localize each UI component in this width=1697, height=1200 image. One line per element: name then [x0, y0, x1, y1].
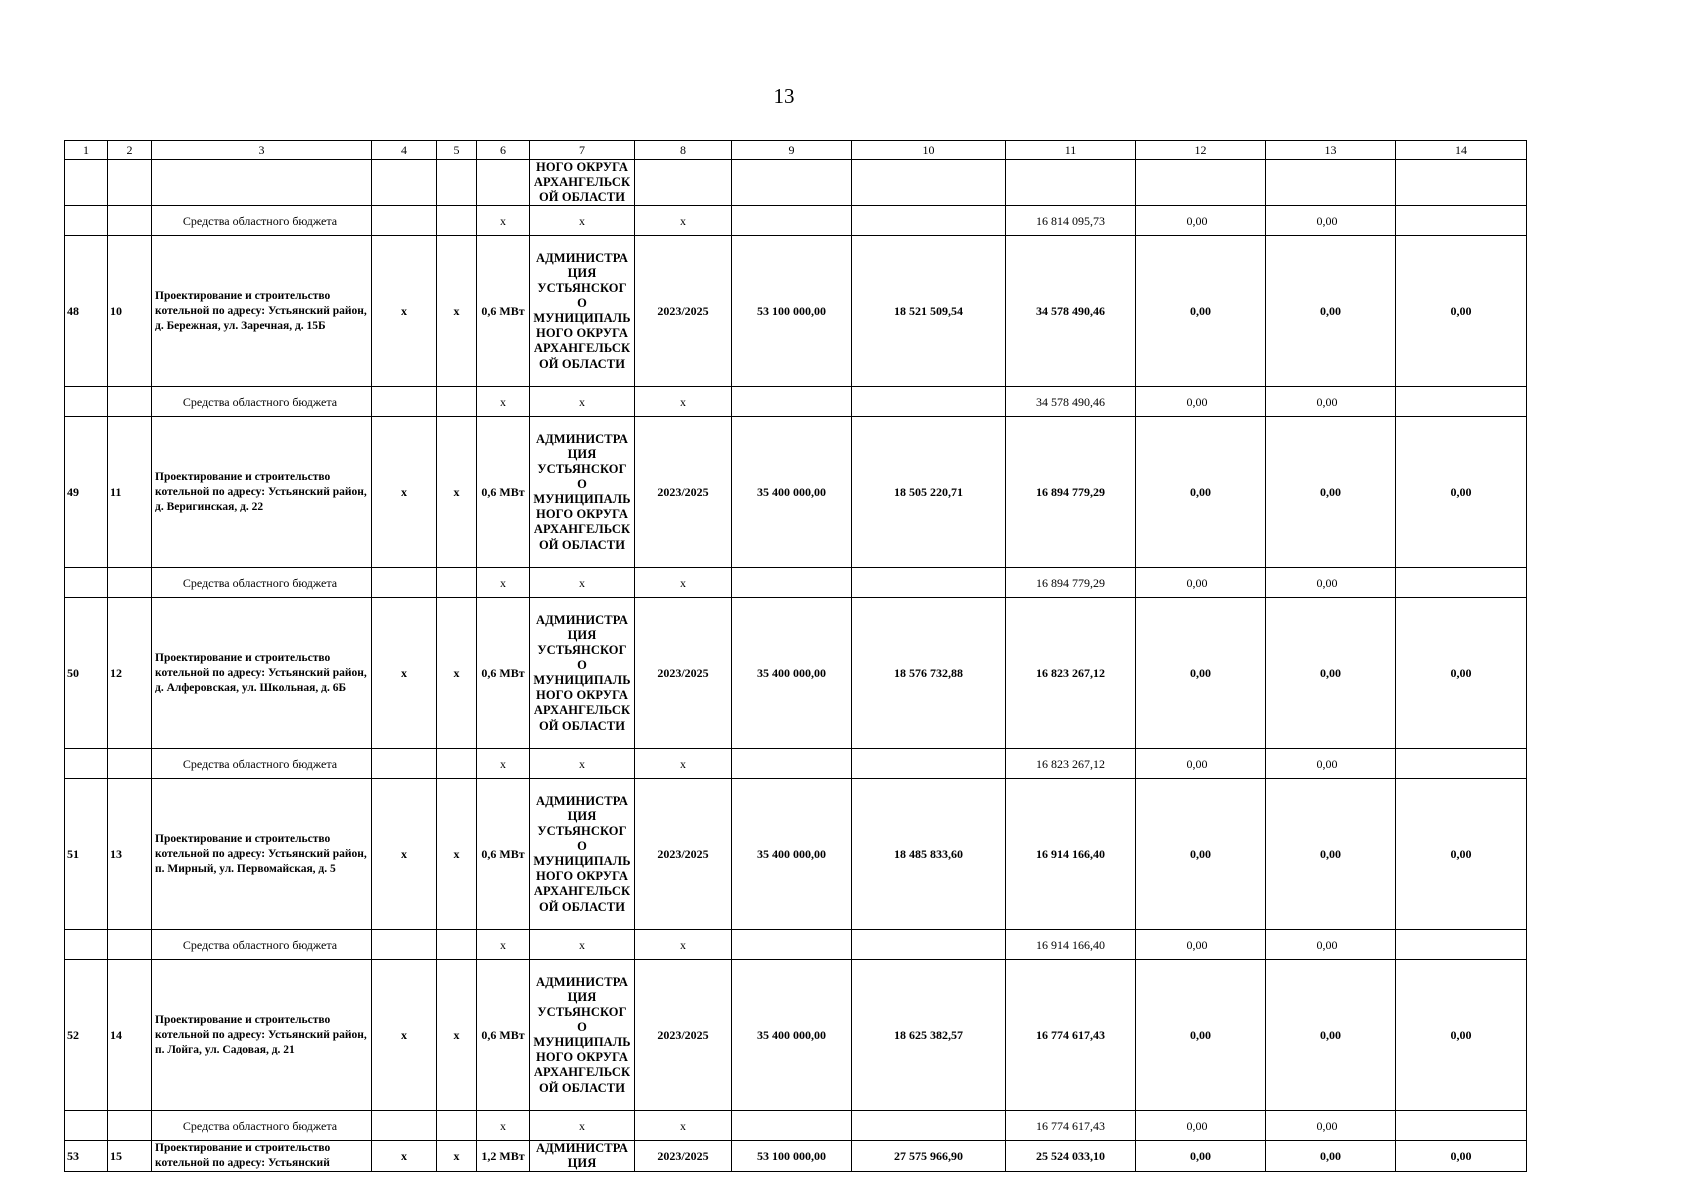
amount-cell: 18 576 732,88 [852, 598, 1006, 749]
funding-source-row [65, 930, 1527, 960]
project-description: Проектирование и строительство котельной по адресу: Устьянский район, д. Алферовская, ул. Школьная, д. 6Б [152, 598, 372, 749]
amount-cell: 18 521 509,54 [852, 236, 1006, 387]
amount-cell: 27 575 966,90 [852, 1141, 1006, 1172]
x-mark: х [372, 779, 437, 930]
amount-cell: 16 823 267,12 [1006, 749, 1136, 779]
x-mark: х [437, 960, 477, 1111]
x-mark: х [477, 1111, 530, 1141]
column-number: 1 [65, 141, 108, 160]
x-mark: х [477, 206, 530, 236]
x-mark: х [437, 779, 477, 930]
x-mark: х [477, 387, 530, 417]
funding-source-row [65, 387, 1527, 417]
funding-source-row [65, 568, 1527, 598]
amount-cell: 53 100 000,00 [732, 1141, 852, 1172]
row-number: 50 [65, 598, 108, 749]
amount-cell: 16 823 267,12 [1006, 598, 1136, 749]
column-number: 9 [732, 141, 852, 160]
x-mark: х [477, 930, 530, 960]
amount-cell: 0,00 [1136, 930, 1266, 960]
funding-source-row [65, 749, 1527, 779]
item-number: 13 [108, 779, 152, 930]
amount-cell: 0,00 [1266, 1141, 1396, 1172]
row-number: 52 [65, 960, 108, 1111]
amount-cell: 0,00 [1396, 598, 1527, 749]
amount-cell: 34 578 490,46 [1006, 236, 1136, 387]
amount-cell: 16 894 779,29 [1006, 417, 1136, 568]
funding-source-label: Средства областного бюджета [152, 930, 372, 960]
column-number: 10 [852, 141, 1006, 160]
x-mark: х [372, 236, 437, 387]
row-number: 49 [65, 417, 108, 568]
x-mark: х [437, 1141, 477, 1172]
period: 2023/2025 [635, 960, 732, 1111]
amount-cell: 0,00 [1136, 236, 1266, 387]
amount-cell: 16 894 779,29 [1006, 568, 1136, 598]
x-mark: х [437, 236, 477, 387]
column-number: 2 [108, 141, 152, 160]
column-number: 13 [1266, 141, 1396, 160]
amount-cell: 0,00 [1266, 568, 1396, 598]
column-number: 7 [530, 141, 635, 160]
x-mark: х [530, 568, 635, 598]
period: 2023/2025 [635, 779, 732, 930]
item-number: 10 [108, 236, 152, 387]
capacity: 0,6 МВт [477, 779, 530, 930]
x-mark: х [372, 598, 437, 749]
amount-cell: 0,00 [1396, 236, 1527, 387]
responsible-org: НОГО ОКРУГА АРХАНГЕЛЬСК ОЙ ОБЛАСТИ [530, 160, 635, 206]
amount-cell: 0,00 [1266, 749, 1396, 779]
period: 2023/2025 [635, 236, 732, 387]
row-number: 48 [65, 236, 108, 387]
funding-source-label: Средства областного бюджета [152, 568, 372, 598]
funding-source-label: Средства областного бюджета [152, 749, 372, 779]
column-number: 8 [635, 141, 732, 160]
column-number: 5 [437, 141, 477, 160]
amount-cell: 16 774 617,43 [1006, 960, 1136, 1111]
responsible-org: АДМИНИСТРА ЦИЯ УСТЬЯНСКОГ О МУНИЦИПАЛЬ НОГО ОКРУГА АРХАНГЕЛЬСК ОЙ ОБЛАСТИ [530, 598, 635, 749]
column-number: 3 [152, 141, 372, 160]
amount-cell: 0,00 [1396, 417, 1527, 568]
x-mark: х [635, 749, 732, 779]
amount-cell: 25 524 033,10 [1006, 1141, 1136, 1172]
amount-cell: 0,00 [1136, 1111, 1266, 1141]
amount-cell: 0,00 [1136, 598, 1266, 749]
project-row [65, 236, 1527, 387]
amount-cell: 0,00 [1266, 779, 1396, 930]
amount-cell: 16 814 095,73 [1006, 206, 1136, 236]
amount-cell: 0,00 [1396, 1141, 1527, 1172]
column-number: 6 [477, 141, 530, 160]
capacity: 0,6 МВт [477, 417, 530, 568]
amount-cell: 0,00 [1266, 1111, 1396, 1141]
x-mark: х [477, 568, 530, 598]
amount-cell: 35 400 000,00 [732, 598, 852, 749]
funding-source-label: Средства областного бюджета [152, 387, 372, 417]
period: 2023/2025 [635, 598, 732, 749]
amount-cell: 16 914 166,40 [1006, 779, 1136, 930]
project-description: Проектирование и строительство котельной по адресу: Устьянский район, п. Лойга, ул. Садовая, д. 21 [152, 960, 372, 1111]
amount-cell: 35 400 000,00 [732, 779, 852, 930]
x-mark: х [635, 930, 732, 960]
item-number: 11 [108, 417, 152, 568]
item-number: 12 [108, 598, 152, 749]
amount-cell: 18 485 833,60 [852, 779, 1006, 930]
x-mark: х [437, 598, 477, 749]
row-number: 51 [65, 779, 108, 930]
item-number: 15 [108, 1141, 152, 1172]
capacity: 1,2 МВт [477, 1141, 530, 1172]
amount-cell: 0,00 [1266, 387, 1396, 417]
project-description: Проектирование и строительство котельной по адресу: Устьянский [152, 1141, 372, 1172]
x-mark: х [635, 568, 732, 598]
x-mark: х [530, 1111, 635, 1141]
responsible-org: АДМИНИСТРА ЦИЯ [530, 1141, 635, 1172]
x-mark: х [372, 960, 437, 1111]
funding-source-row [65, 1111, 1527, 1141]
x-mark: х [437, 417, 477, 568]
column-number-row [65, 141, 1527, 160]
x-mark: х [635, 206, 732, 236]
project-row [65, 417, 1527, 568]
amount-cell: 0,00 [1266, 960, 1396, 1111]
column-number: 4 [372, 141, 437, 160]
x-mark: х [530, 930, 635, 960]
amount-cell: 0,00 [1136, 387, 1266, 417]
amount-cell: 0,00 [1136, 568, 1266, 598]
amount-cell: 0,00 [1266, 930, 1396, 960]
program-table [64, 140, 1527, 1172]
amount-cell: 0,00 [1266, 417, 1396, 568]
amount-cell: 34 578 490,46 [1006, 387, 1136, 417]
continuation-row [65, 160, 1527, 206]
amount-cell: 0,00 [1136, 960, 1266, 1111]
capacity: 0,6 МВт [477, 236, 530, 387]
x-mark: х [372, 1141, 437, 1172]
amount-cell: 0,00 [1266, 598, 1396, 749]
project-row [65, 779, 1527, 930]
amount-cell: 0,00 [1266, 236, 1396, 387]
x-mark: х [635, 387, 732, 417]
amount-cell: 0,00 [1396, 960, 1527, 1111]
column-number: 11 [1006, 141, 1136, 160]
period: 2023/2025 [635, 1141, 732, 1172]
page-number: 13 [773, 84, 795, 108]
amount-cell: 18 505 220,71 [852, 417, 1006, 568]
project-row [65, 960, 1527, 1111]
responsible-org: АДМИНИСТРА ЦИЯ УСТЬЯНСКОГ О МУНИЦИПАЛЬ НОГО ОКРУГА АРХАНГЕЛЬСК ОЙ ОБЛАСТИ [530, 236, 635, 387]
funding-source-row [65, 206, 1527, 236]
column-number: 12 [1136, 141, 1266, 160]
capacity: 0,6 МВт [477, 960, 530, 1111]
x-mark: х [530, 387, 635, 417]
responsible-org: АДМИНИСТРА ЦИЯ УСТЬЯНСКОГ О МУНИЦИПАЛЬ НОГО ОКРУГА АРХАНГЕЛЬСК ОЙ ОБЛАСТИ [530, 779, 635, 930]
x-mark: х [530, 206, 635, 236]
row-number: 53 [65, 1141, 108, 1172]
item-number: 14 [108, 960, 152, 1111]
column-number: 14 [1396, 141, 1527, 160]
project-row [65, 598, 1527, 749]
funding-source-label: Средства областного бюджета [152, 1111, 372, 1141]
funding-source-label: Средства областного бюджета [152, 206, 372, 236]
amount-cell: 35 400 000,00 [732, 960, 852, 1111]
responsible-org: АДМИНИСТРА ЦИЯ УСТЬЯНСКОГ О МУНИЦИПАЛЬ НОГО ОКРУГА АРХАНГЕЛЬСК ОЙ ОБЛАСТИ [530, 960, 635, 1111]
amount-cell: 0,00 [1136, 417, 1266, 568]
amount-cell: 35 400 000,00 [732, 417, 852, 568]
period: 2023/2025 [635, 417, 732, 568]
project-row [65, 1141, 1527, 1172]
amount-cell: 0,00 [1136, 749, 1266, 779]
capacity: 0,6 МВт [477, 598, 530, 749]
amount-cell: 16 774 617,43 [1006, 1111, 1136, 1141]
amount-cell: 18 625 382,57 [852, 960, 1006, 1111]
x-mark: х [372, 417, 437, 568]
project-description: Проектирование и строительство котельной по адресу: Устьянский район, д. Веригинская, д. 22 [152, 417, 372, 568]
project-description: Проектирование и строительство котельной по адресу: Устьянский район, д. Бережная, ул. Заречная, д. 15Б [152, 236, 372, 387]
x-mark: х [635, 1111, 732, 1141]
amount-cell: 0,00 [1396, 779, 1527, 930]
amount-cell: 0,00 [1266, 206, 1396, 236]
project-description: Проектирование и строительство котельной по адресу: Устьянский район, п. Мирный, ул. Первомайская, д. 5 [152, 779, 372, 930]
amount-cell: 0,00 [1136, 779, 1266, 930]
amount-cell: 0,00 [1136, 206, 1266, 236]
x-mark: х [477, 749, 530, 779]
amount-cell: 0,00 [1136, 1141, 1266, 1172]
amount-cell: 16 914 166,40 [1006, 930, 1136, 960]
x-mark: х [530, 749, 635, 779]
amount-cell: 53 100 000,00 [732, 236, 852, 387]
responsible-org: АДМИНИСТРА ЦИЯ УСТЬЯНСКОГ О МУНИЦИПАЛЬ НОГО ОКРУГА АРХАНГЕЛЬСК ОЙ ОБЛАСТИ [530, 417, 635, 568]
